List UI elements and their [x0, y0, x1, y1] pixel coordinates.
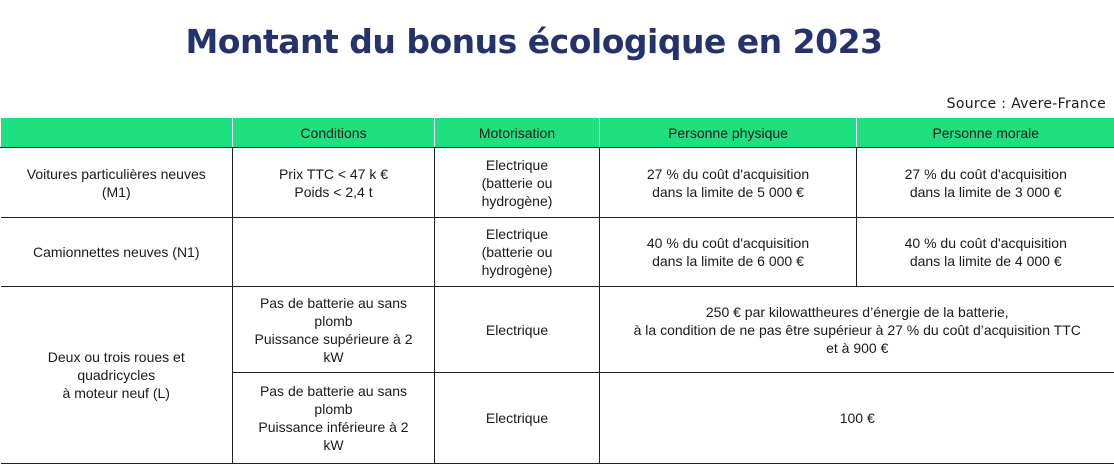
cell-line: kW	[323, 348, 344, 365]
cell-line: 27 % du coût d'acquisition	[646, 165, 810, 182]
bonus-cell	[600, 373, 1114, 464]
cell-line: (M1)	[101, 183, 131, 200]
cell-line: (batterie ou	[481, 174, 553, 191]
cell-line: Electrique	[485, 410, 549, 426]
motorisation-cell	[435, 373, 600, 464]
bonus-cell	[600, 287, 1114, 373]
cell-line: Poids < 2,4 t	[294, 183, 373, 200]
cell-line: dans la limite de 6 000 €	[652, 253, 804, 269]
cell-line: plomb	[314, 401, 353, 417]
conditions-cell	[233, 373, 435, 464]
cell-line: Prix TTC < 47 k €	[278, 165, 389, 182]
cell-line: 100 €	[839, 410, 875, 426]
motorisation-cell	[435, 287, 600, 373]
conditions-cell	[233, 218, 435, 287]
page-title: Montant du bonus écologique en 2023	[185, 22, 883, 61]
cell-line: Puissance inférieure à 2	[258, 419, 409, 435]
cell-line: Puissance supérieure à 2	[254, 330, 413, 347]
bonus-table	[0, 117, 1114, 464]
cell-line: Camionnettes neuves (N1)	[32, 244, 200, 260]
cell-line: dans la limite de 5 000 €	[652, 183, 804, 200]
table-header-row	[1, 118, 1114, 148]
header-conditions: Conditions	[233, 118, 435, 148]
cell-line: dans la limite de 3 000 €	[909, 183, 1062, 200]
cell-line: plomb	[314, 312, 353, 329]
cell-line: Pas de batterie au sans	[259, 294, 408, 311]
morale-cell	[857, 218, 1114, 287]
cell-line: Electrique	[485, 156, 549, 173]
cell-line: 250 € par kilowattheures d’énergie de la batterie,	[705, 303, 1009, 320]
table-row	[1, 287, 1114, 373]
cell-line: quadricycles	[77, 367, 156, 383]
motorisation-cell	[435, 218, 600, 287]
category-cell	[1, 148, 233, 218]
header-motorisation: Motorisation	[435, 118, 600, 148]
cell-line: Electrique	[485, 226, 549, 242]
cell-line: (batterie ou	[481, 244, 553, 260]
physique-cell	[600, 218, 857, 287]
cell-line: 40 % du coût d'acquisition	[904, 235, 1067, 251]
cell-line: Voitures particulières neuves	[26, 165, 206, 182]
conditions-cell	[233, 148, 435, 218]
table-row	[1, 218, 1114, 287]
cell-line: 27 % du coût d'acquisition	[904, 165, 1067, 182]
morale-cell	[857, 148, 1114, 218]
cell-line: Pas de batterie au sans	[259, 383, 408, 399]
cell-line: hydrogène)	[481, 262, 553, 278]
category-cell	[1, 218, 233, 287]
cell-line: Electrique	[485, 321, 549, 338]
motorisation-cell	[435, 148, 600, 218]
conditions-cell	[233, 287, 435, 373]
category-cell	[1, 287, 233, 464]
table-row	[1, 148, 1114, 218]
header-personne-physique: Personne physique	[600, 118, 857, 148]
source-label: Source : Avere-France	[946, 96, 1106, 112]
cell-line: Deux ou trois roues et	[47, 349, 185, 365]
header-empty	[1, 118, 233, 148]
cell-line: kW	[323, 437, 344, 453]
cell-line: 40 % du coût d'acquisition	[646, 235, 810, 251]
physique-cell	[600, 148, 857, 218]
header-personne-morale: Personne morale	[857, 118, 1114, 148]
cell-line: et à 900 €	[826, 339, 889, 356]
cell-line: à la condition de ne pas être supérieur à 27 % du coût d’acquisition TTC	[633, 321, 1081, 338]
cell-line: dans la limite de 4 000 €	[909, 253, 1062, 269]
cell-line: à moteur neuf (L)	[62, 385, 170, 401]
cell-line: hydrogène)	[481, 192, 553, 209]
